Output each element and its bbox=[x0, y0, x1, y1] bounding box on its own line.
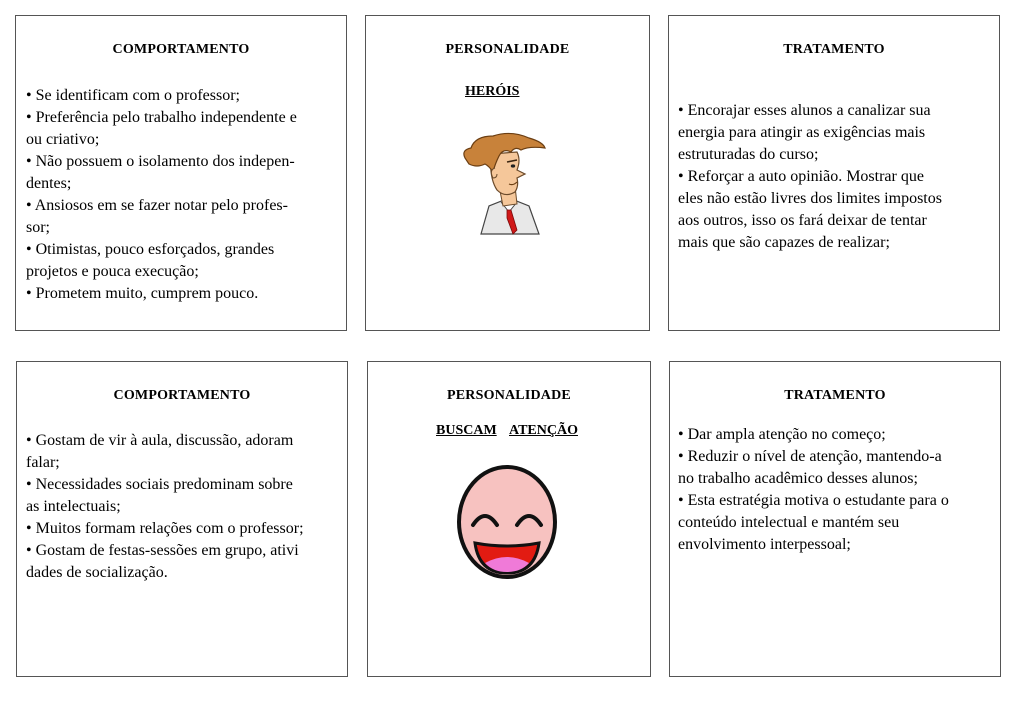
treatment-list: • Dar ampla atenção no começo; • Reduzir o nível de atenção, mantendo-a no trabalho acadêmico desses alunos; • Esta estratégia motiva o estudante para o conteúdo intelectual e mantém seu envolvimento interpessoal; bbox=[678, 426, 949, 553]
card-title: TRATAMENTO bbox=[783, 42, 885, 57]
behavior-card-herois bbox=[15, 15, 347, 331]
card-title: COMPORTAMENTO bbox=[113, 388, 251, 403]
personality-card-buscam-atencao bbox=[367, 361, 651, 677]
card-title: COMPORTAMENTO bbox=[112, 42, 250, 57]
personality-type-word-1: BUSCAM bbox=[436, 423, 497, 438]
treatment-list: • Encorajar esses alunos a canalizar sua energia para atingir as exigências mais estruturadas do curso; • Reforçar a auto opinião. Mostrar que eles não estão livres dos limites impostos aos outros, isso os fará deixar de tentar mais que são capazes de realizar; bbox=[678, 102, 942, 251]
card-title: PERSONALIDADE bbox=[447, 388, 571, 403]
cartoon-man-with-red-tie-icon bbox=[459, 126, 559, 238]
treatment-card-buscam-atencao bbox=[669, 361, 1001, 677]
behavior-list: • Gostam de vir à aula, discussão, adoram falar; • Necessidades sociais predominam sobre as intelectuais; • Muitos formam relações com o professor; • Gostam de festas-sessões em grupo, ativi dades de socialização. bbox=[26, 432, 304, 581]
laughing-face-icon bbox=[455, 463, 559, 581]
behavior-card-buscam-atencao bbox=[16, 361, 348, 677]
card-title: PERSONALIDADE bbox=[445, 42, 570, 57]
personality-type-word-2: ATENÇÃO bbox=[509, 423, 578, 438]
treatment-card-herois bbox=[668, 15, 1000, 331]
personality-type: HERÓIS bbox=[465, 84, 520, 99]
personality-card-herois bbox=[365, 15, 650, 331]
behavior-list: • Se identificam com o professor; • Preferência pelo trabalho independente e ou criativo; • Não possuem o isolamento dos indepen- dentes; • Ansiosos em se fazer notar pelo profes- sor; • Otimistas, pouco esforçados, grandes projetos e pouca execução; • Prometem muito, cumprem pouco. bbox=[26, 87, 297, 302]
card-title: TRATAMENTO bbox=[784, 388, 886, 403]
